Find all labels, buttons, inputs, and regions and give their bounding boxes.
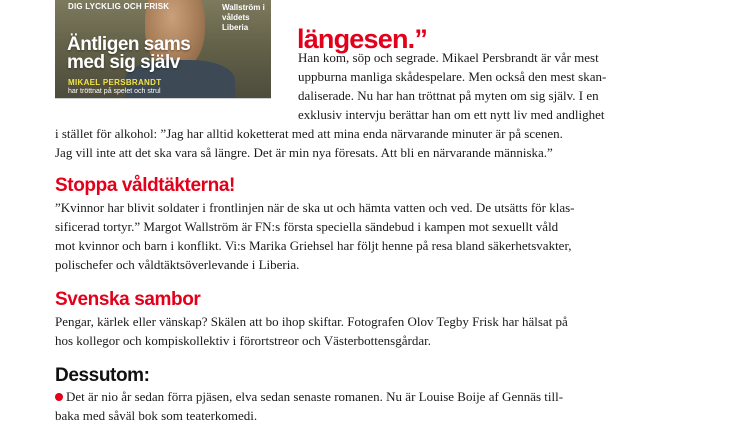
section-body — [55, 387, 563, 425]
section-line: mot kvinnor och barn i konflikt. Vi:s Marika Griehsel har följt henne på resa bland säkerhetsvakter, — [55, 238, 572, 253]
intro-line: Jag vill inte att det ska vara så längre. Det är min nya föresats. Att bli en närvarande människa.” — [55, 145, 553, 160]
cover-headline: Äntligen sams med sig själv — [67, 34, 191, 73]
section-line: hos kollegor och kompiskollektiv i förortstreor och Västerbottensgårdar. — [55, 333, 431, 348]
intro-line: exklusiv intervju berättar han om ett nytt liv med andlighet — [298, 107, 605, 122]
cover-subline: har tröttnat på spelet och strul — [68, 88, 161, 95]
magazine-cover-image — [55, 0, 271, 99]
section-heading: Dessutom: — [55, 365, 150, 386]
intro-line: daliserade. Nu har han tröttnat på myten om sig själv. I en — [298, 88, 599, 103]
section-line-text: Det är nio år sedan förra pjäsen, elva sedan senaste romanen. Nu är Louise Boije af Gennäs till- — [66, 389, 564, 404]
section-line: sificerad tortyr.” Margot Wallström är FN:s första speciella sändebud i kampen mot sexuellt våld — [55, 219, 559, 234]
section-line — [55, 387, 563, 406]
section-line: baka med såväl bok som teaterkomedi. — [55, 408, 258, 423]
intro-line: i stället för alkohol: ”Jag har alltid koketterat med att mina enda närvarande minuter är på scenen. — [55, 126, 563, 141]
section-heading: Svenska sambor — [55, 289, 201, 310]
pull-quote-line-2: längesen.” — [297, 24, 428, 54]
section-body — [55, 198, 575, 274]
section-line: ”Kvinnor har blivit soldater i frontlinjen när de ska ut och hämta vatten och ved. De utsätts för klas- — [55, 200, 575, 215]
intro-paragraph — [298, 48, 606, 124]
cover-right-text: Wallström i våldets Liberia — [222, 3, 265, 32]
section-body — [55, 312, 568, 350]
section-line: polischefer och våldtäktsöverlevande i Liberia. — [55, 257, 300, 272]
intro-line: uppburna manliga skådespelare. Men också den mest skan- — [298, 69, 607, 84]
intro-paragraph-continued — [55, 124, 563, 162]
section-heading: Stoppa våldtäkterna! — [55, 175, 235, 196]
bullet-icon — [55, 393, 63, 401]
section-line: Pengar, kärlek eller vänskap? Skälen att bo ihop skiftar. Fotografen Olov Tegby Frisk har hälsat på — [55, 314, 568, 329]
cover-name: MIKAEL PERSBRANDT — [68, 78, 162, 87]
intro-line: Han kom, söp och segrade. Mikael Persbrandt är vår mest — [298, 50, 599, 65]
cover-top-text: DIG LYCKLIG OCH FRISK — [68, 2, 170, 11]
